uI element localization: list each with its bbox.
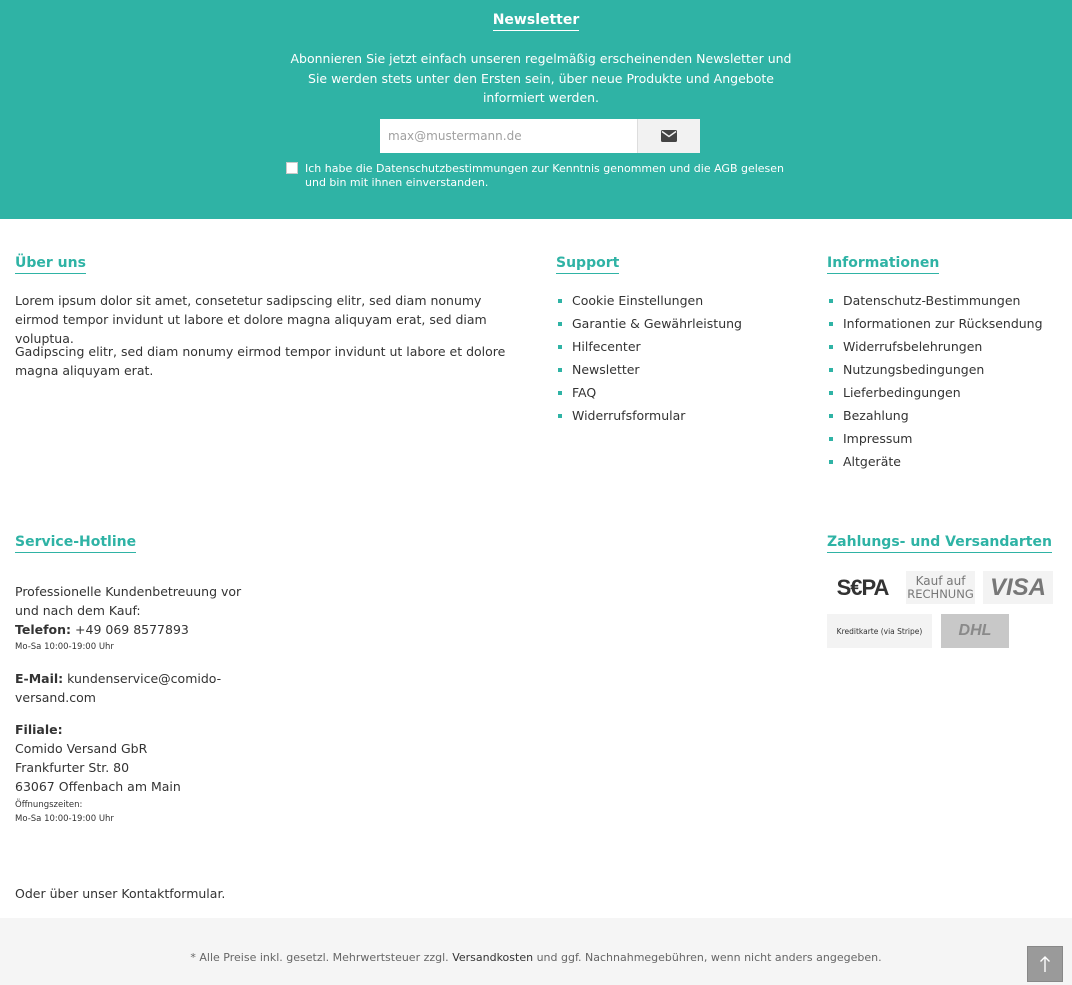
price-note-text-end: und ggf. Nachnahmegebühren, wenn nicht anders angegeben.: [536, 951, 882, 964]
support-link-text[interactable]: Garantie & Gewährleistung: [572, 316, 742, 331]
envelope-icon: [661, 130, 677, 142]
phone-number[interactable]: +49 069 8577893: [75, 622, 189, 637]
branch-label: Filiale:: [15, 722, 63, 737]
informationen-title: Informationen: [827, 255, 939, 271]
info-link-payment[interactable]: [829, 407, 1043, 430]
shipping-costs-link[interactable]: Versandkosten: [452, 951, 534, 964]
info-link-text[interactable]: Impressum: [843, 431, 913, 446]
email-address[interactable]: kundenservice@comido-versand.com: [15, 671, 222, 705]
about-paragraph-2: Gadipscing elitr, sed diam nonumy eirmod tempor invidunt ut labore et dolore magna aliquyam erat.: [15, 344, 506, 378]
phone-hours: Mo-Sa 10:00-19:00 Uhr: [15, 642, 114, 652]
newsletter-email-input[interactable]: [380, 119, 637, 153]
support-link-text[interactable]: Newsletter: [572, 362, 640, 377]
arrow-up-icon: [1039, 955, 1051, 973]
phone-label: Telefon:: [15, 622, 72, 637]
footer-bottom-bar: [0, 918, 1072, 985]
branch-name: Comido Versand GbR: [15, 741, 148, 756]
newsletter-form: [380, 119, 700, 153]
invoice-logo: Kauf auf RECHNUNG: [906, 571, 975, 604]
branch-street: Frankfurter Str. 80: [15, 760, 130, 775]
info-link-delivery[interactable]: [829, 384, 1043, 407]
opening-label: Öffnungszeiten:: [15, 800, 83, 810]
price-note-text: * Alle Preise inkl. gesetzl. Mehrwertsteuer zzgl.: [190, 951, 449, 964]
support-link-text[interactable]: Cookie Einstellungen: [572, 293, 704, 308]
support-link-warranty[interactable]: [558, 315, 742, 338]
info-link-text[interactable]: Bezahlung: [843, 408, 909, 423]
newsletter-text: Abonnieren Sie jetzt einfach unseren regelmäßig erscheinenden Newsletter und Sie werden stets unter den Ersten sein, über neue Produkte und Angebote informiert werden.: [290, 51, 792, 105]
support-link-cookie-settings[interactable]: [558, 292, 742, 315]
email-label: E-Mail:: [15, 671, 64, 686]
price-note: [0, 951, 1072, 964]
support-link-text[interactable]: Widerrufsformular: [572, 408, 686, 423]
info-link-returns[interactable]: [829, 315, 1043, 338]
hotline-email: [15, 669, 255, 707]
scroll-to-top-button[interactable]: [1027, 946, 1063, 982]
stripe-logo: Kreditkarte (via Stripe): [827, 614, 932, 648]
about-title: Über uns: [15, 255, 86, 271]
info-link-old-devices[interactable]: [829, 453, 1043, 476]
sepa-logo: S€PA: [827, 571, 898, 604]
opening-hours: Mo-Sa 10:00-19:00 Uhr: [15, 814, 114, 824]
info-link-text[interactable]: Nutzungsbedingungen: [843, 362, 985, 377]
info-link-text[interactable]: Widerrufsbelehrungen: [843, 339, 983, 354]
newsletter-consent: [286, 162, 796, 190]
support-title: Support: [556, 255, 619, 271]
support-link-newsletter[interactable]: [558, 361, 742, 384]
info-link-text[interactable]: Altgeräte: [843, 454, 901, 469]
payment-title: Zahlungs- und Versandarten: [827, 534, 1052, 550]
info-link-text[interactable]: Informationen zur Rücksendung: [843, 316, 1043, 331]
support-link-text[interactable]: Hilfecenter: [572, 339, 641, 354]
contact-form-link[interactable]: Oder über unser Kontaktformular.: [15, 886, 226, 901]
support-link-help-center[interactable]: [558, 338, 742, 361]
info-link-withdrawal[interactable]: [829, 338, 1043, 361]
informationen-links: [829, 292, 1043, 476]
hotline-intro: Professionelle Kundenbetreuung vor und nach dem Kauf:: [15, 584, 242, 618]
branch-city: 63067 Offenbach am Main: [15, 779, 181, 794]
info-link-privacy[interactable]: [829, 292, 1043, 315]
support-link-faq[interactable]: [558, 384, 742, 407]
hotline-phone: [15, 620, 255, 639]
info-link-text[interactable]: Datenschutz-Bestimmungen: [843, 293, 1021, 308]
hotline-block: [15, 582, 255, 826]
dhl-logo: DHL: [941, 614, 1009, 648]
info-link-terms-of-use[interactable]: [829, 361, 1043, 384]
info-link-imprint[interactable]: [829, 430, 1043, 453]
consent-checkbox[interactable]: [286, 162, 298, 174]
newsletter-section: [0, 0, 1072, 219]
info-link-text[interactable]: Lieferbedingungen: [843, 385, 961, 400]
about-paragraph-1: Lorem ipsum dolor sit amet, consetetur sadipscing elitr, sed diam nonumy eirmod tempor invidunt ut labore et dolore magna aliquyam erat, sed diam voluptua.: [15, 293, 487, 346]
support-links: [558, 292, 742, 430]
newsletter-title: Newsletter: [0, 12, 1072, 28]
visa-logo: VISA: [983, 571, 1053, 604]
support-link-text[interactable]: FAQ: [572, 385, 597, 400]
newsletter-submit-button[interactable]: [637, 119, 700, 153]
hotline-title: Service-Hotline: [15, 534, 136, 550]
support-link-withdrawal-form[interactable]: [558, 407, 742, 430]
consent-label: Ich habe die Datenschutzbestimmungen zur Kenntnis genommen und die AGB gelesen und bin mit ihnen einverstanden.: [305, 162, 785, 189]
